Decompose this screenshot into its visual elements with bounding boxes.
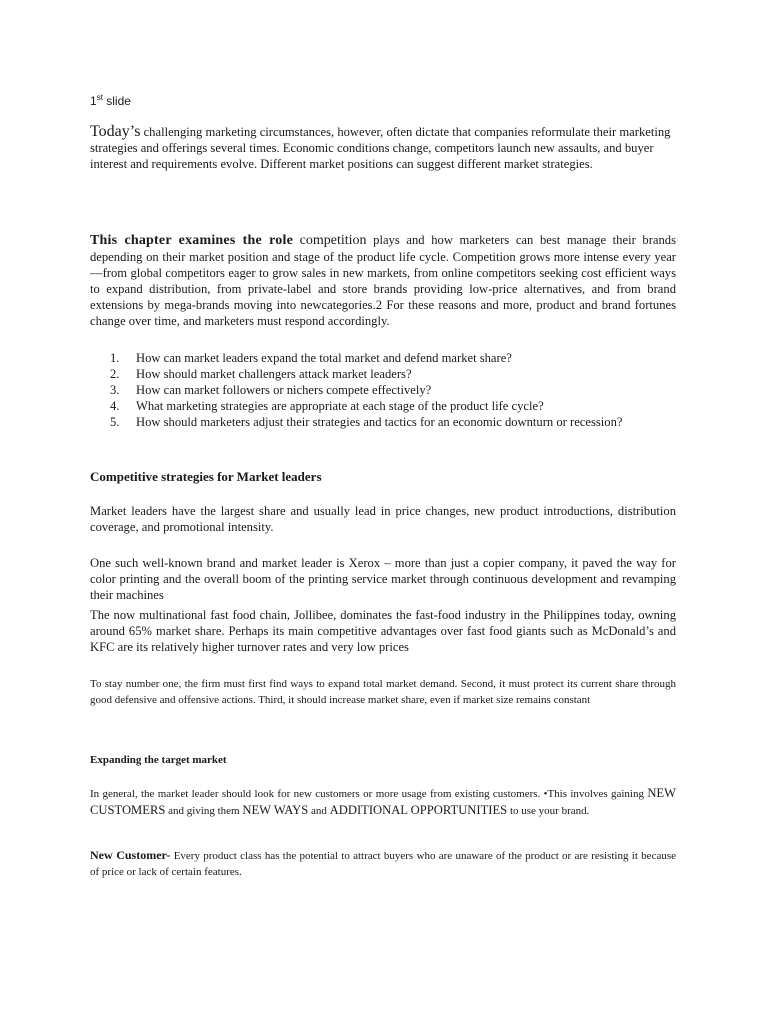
list-text: How can market followers or nichers compete effectively? (136, 383, 432, 397)
list-number: 1. (110, 351, 120, 365)
list-number: 2. (110, 367, 120, 381)
new-customer-label: New Customer- (90, 848, 171, 862)
list-item (110, 398, 676, 414)
section-heading-expand: Expanding the target market (90, 754, 227, 766)
chapter-text: plays and how marketers can best manage their brands depending on their market position and stage of the product life cycle. Competition grows more intense every year—from global competitors eager to grow sales in new markets, from online competitors seeking cost efficient ways to expand distribution, from private-label and store brands providing low-price alternatives, and from brand extensions by mega-brands moving into newcategories.2 For these reasons and more, product and brand fortunes change over time, and marketers must respond accordingly. (90, 233, 676, 328)
general-text-3: and (311, 805, 327, 817)
general-emphasis-opportunities: ADDITIONAL OPPORTUNITIES (329, 803, 508, 817)
list-item (110, 350, 676, 366)
list-item (110, 414, 676, 430)
intro-text: challenging marketing circumstances, however, often dictate that companies reformulate their marketing strategies and offerings several times. Economic conditions change, competitors launch new assaults, and buyer interest and requirements evolve. Different market positions can suggest different market strategies. (90, 125, 671, 171)
paragraph-market-leaders: Market leaders have the largest share and usually lead in price changes, new product introductions, distribution coverage, and promotional intensity. (90, 504, 676, 534)
general-text-1: In general, the market leader should look for new customers or more usage from existing customers. •This involves gaining (90, 788, 644, 800)
list-number: 3. (110, 383, 120, 397)
question-list (110, 350, 676, 430)
paragraph-stay-number-one: To stay number one, the firm must first find ways to expand total market demand. Second, it must protect its current share through good defensive and offensive actions. Third, it should increase market share, even if market size remains constant (90, 678, 676, 706)
general-text-2: and giving them (168, 805, 240, 817)
list-text: How should market challengers attack market leaders? (136, 367, 412, 381)
slide-label (90, 93, 676, 108)
slide-number: 1 (90, 94, 97, 108)
section-heading-leaders: Competitive strategies for Market leaders (90, 469, 322, 484)
paragraph-new-customer (90, 847, 676, 880)
new-customer-text: Every product class has the potential to attract buyers who are unaware of the product or are resisting it because of price or lack of certain features. (90, 850, 676, 878)
intro-first-word: Today’s (90, 123, 141, 140)
intro-paragraph (90, 124, 676, 172)
slide-word: slide (106, 94, 131, 108)
chapter-paragraph (90, 232, 676, 329)
paragraph-jollibee: The now multinational fast food chain, Jollibee, dominates the fast-food industry in the Philippines today, owning around 65% market share. Perhaps its main competitive advantages over fast food giants such as McDonald’s and KFC are its relatively higher turnover rates and very low prices (90, 608, 676, 654)
paragraph-general (90, 785, 676, 819)
general-emphasis-new-customers: NEW CUSTOMERS (90, 786, 676, 817)
list-item (110, 366, 676, 382)
general-emphasis-new-ways: NEW WAYS (242, 803, 309, 817)
paragraph-xerox: One such well-known brand and market leader is Xerox – more than just a copier company, it paved the way for color printing and the overall boom of the printing service market through continuous development and revamping their machines (90, 556, 676, 602)
slide-number-suffix: st (96, 93, 103, 102)
list-text: How can market leaders expand the total market and defend market share? (136, 351, 512, 365)
list-number: 4. (110, 399, 120, 413)
list-text: How should marketers adjust their strategies and tactics for an economic downturn or recession? (136, 415, 623, 429)
general-text-4: to use your brand. (509, 805, 590, 817)
list-item (110, 382, 676, 398)
list-text: What marketing strategies are appropriate at each stage of the product life cycle? (136, 399, 544, 413)
chapter-lead-word: competition (299, 233, 367, 248)
chapter-lead: This chapter examines the role (90, 233, 293, 248)
list-number: 5. (110, 415, 120, 429)
